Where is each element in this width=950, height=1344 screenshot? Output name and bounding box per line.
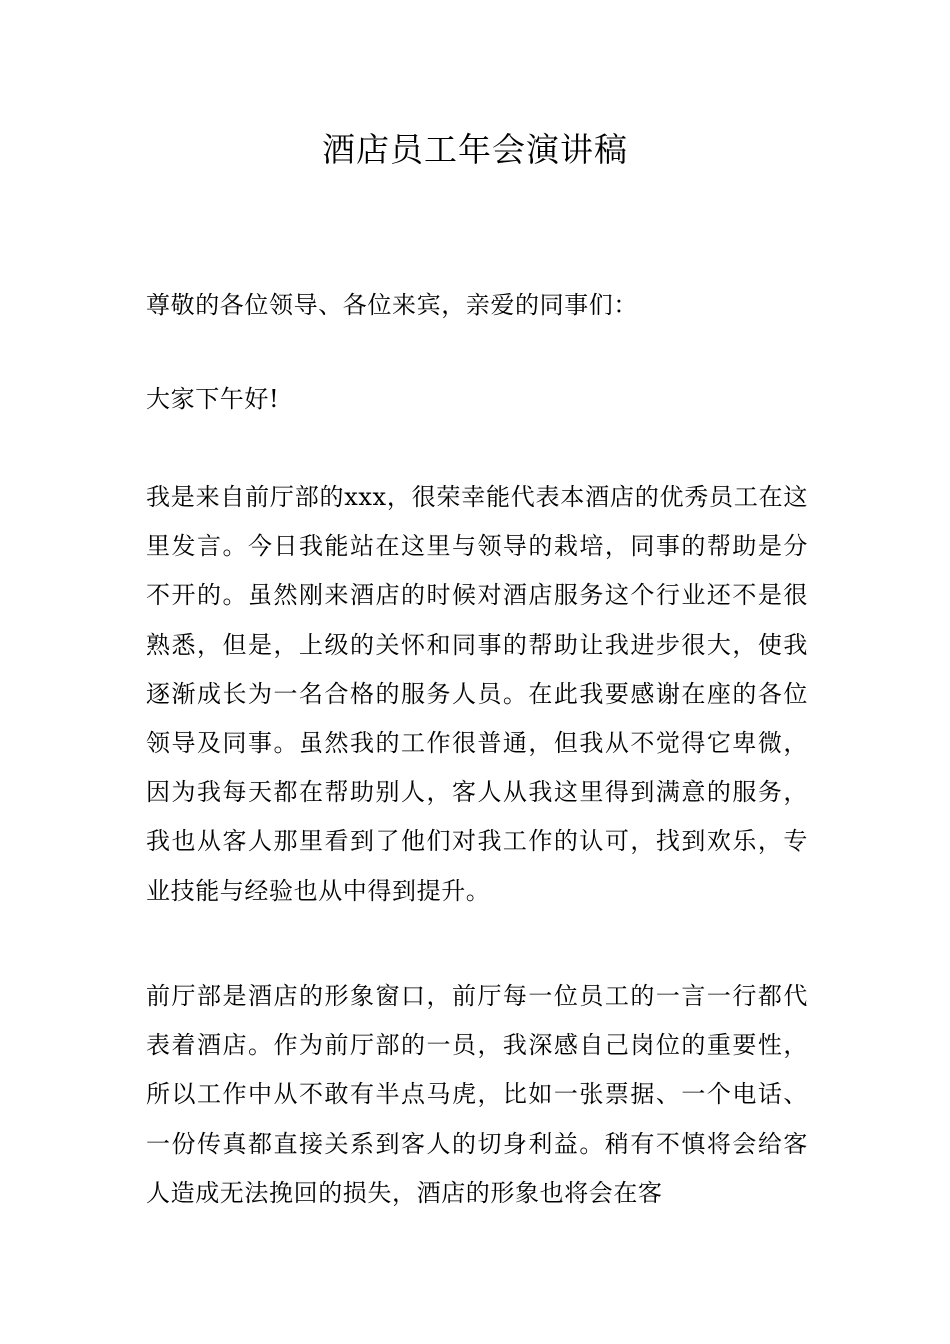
greeting-paragraph: 大家下午好! xyxy=(146,385,280,413)
body-paragraph-1: 我是来自前厅部的xxx，很荣幸能代表本酒店的优秀员工在这里发言。今日我能站在这里与领导的栽培，同事的帮助是分不开的。虽然刚来酒店的时候对酒店服务这个行业还不是很熟悉，但是，上级的关怀和同事的帮助让我进步很大，使我逐渐成长为一名合格的服务人员。在此我要感谢在座的各位领导及同事。虽然我的工作很普通，但我从不觉得它卑微，因为我每天都在帮助别人，客人从我这里得到满意的服务，我也从客人那里看到了他们对我工作的认可，找到欢乐，专业技能与经验也从中得到提升。 xyxy=(146,483,808,905)
salutation-paragraph: 尊敬的各位领导、各位来宾，亲爱的同事们： xyxy=(146,291,638,319)
document-title: 酒店员工年会演讲稿 xyxy=(322,130,628,169)
body-paragraph-2: 前厅部是酒店的形象窗口，前厅每一位员工的一言一行都代表着酒店。作为前厅部的一员，我深感自己岗位的重要性，所以工作中从不敢有半点马虎，比如一张票据、一个电话、一份传真都直接关系到客人的切身利益。稍有不慎将会给客人造成无法挽回的损失，酒店的形象也将会在客 xyxy=(146,982,808,1207)
